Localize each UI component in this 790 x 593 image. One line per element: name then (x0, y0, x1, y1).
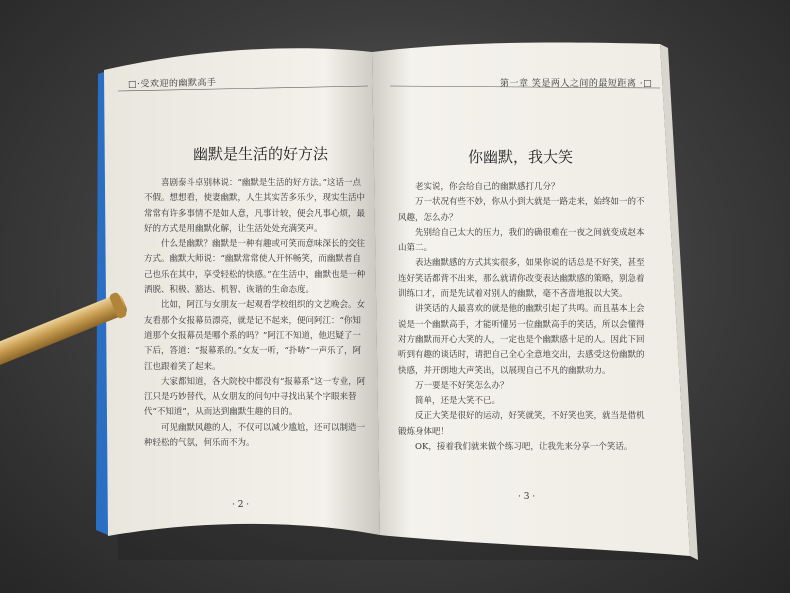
left-paragraph: 喜剧泰斗卓别林说：“幽默是生活的好方法。”这话一点不假。想想看，使妻幽默，人生其实苦多乐少，现实生活中常常有许多事情不是如人意，凡事计较，便会凡事心烦，最好的方式是用幽默化解，让生活处处充满笑声。 (144, 178, 366, 234)
right-page-number: · 3 · (518, 492, 536, 502)
right-header-ornament: ·□ (636, 79, 653, 89)
right-title: 你幽默，我大笑 (468, 148, 574, 166)
left-paragraph: 什么是幽默？幽默是一种有趣或可笑而意味深长的交往方式。幽默大师说：“幽默常常使人开怀畅笑，而幽默者自己也乐在其中，享受轻松的快感。”在生活中，幽默也是一种洒脱、积极、豁达、机智、诙谐的生命态度。 (144, 239, 366, 296)
left-body (144, 176, 368, 451)
left-paragraph: 大家都知道，各大院校中都没有“报幕系”这一专业，阿江只是巧妙替代，从女朋友的问句中寻找出某个字眼来替代“不知道”，从而达到幽默生趣的目的。 (144, 376, 366, 418)
right-paragraph: 万一状况有些不妙，你从小到大就是一路走来，始终如一的不风趣，怎么办？ (398, 197, 645, 223)
right-paragraph: 反正大笑是很好的运动，好笑就笑，不好笑也笑，就当是借机锻炼身体吧！ (398, 411, 645, 437)
right-paragraph: 老实说，你会给自己的幽默感打几分？ (415, 182, 560, 192)
left-header-ornament: □· (127, 79, 141, 90)
right-header-title: 第一章 笑是两人之间的最短距离 (500, 79, 637, 89)
right-paragraph: 先别给自己太大的压力，我们的确很难在一夜之间就变成赵本山第二。 (398, 227, 645, 254)
right-header (500, 76, 652, 89)
left-page-number: · 2 · (232, 500, 250, 510)
right-paragraph: 表达幽默感的方式其实很多，如果你说的话总是不好笑，甚至连好笑话都背不出来，那么就请你改变表达幽默感的策略，别急着训练口才，而是先试着对别人的幽默，毫不吝啬地报以大笑。 (398, 258, 645, 300)
left-header-title: 受欢迎的幽默高手 (140, 78, 217, 90)
right-body (398, 180, 652, 455)
right-paragraph: 简单，还是大笑不已。 (415, 396, 501, 407)
right-paragraph: 万一要是不好笑怎么办？ (415, 380, 509, 391)
left-title: 幽默是生活的好方法 (193, 145, 329, 163)
left-paragraph: 比如，阿江与女朋友一起观看学校组织的文艺晚会。女友看那个女报幕员漂亮，就是记不起来，便问阿江：“你知道那个女报幕员是哪个系的吗？”阿江不知道，他迟疑了一下后，答道：“报幕系的。”女友一听，“扑哧”一声乐了，阿江也跟着笑了起来。 (144, 300, 366, 372)
right-paragraph: OK，接着我们就来做个练习吧，让我先来分享一个笑话。 (415, 442, 633, 453)
left-header (128, 75, 217, 90)
right-paragraph: 讲笑话的人最喜欢的就是他的幽默引起了共鸣。而且基本上会说是一个幽默高手，才能听懂另一位幽默高手的笑话，所以会懂得对方幽默而开心大笑的人，一定也是个幽默感十足的人。因此下回听到有趣的谈话时，请把自己全心全意地交出，去感受这份幽默的快感，并开朗地大声笑出，以展现自己不凡的幽默功力。 (398, 304, 645, 376)
left-paragraph: 可见幽默风趣的人，不仅可以减少尴尬，还可以制造一种轻松的气氛，何乐而不为。 (144, 422, 366, 449)
